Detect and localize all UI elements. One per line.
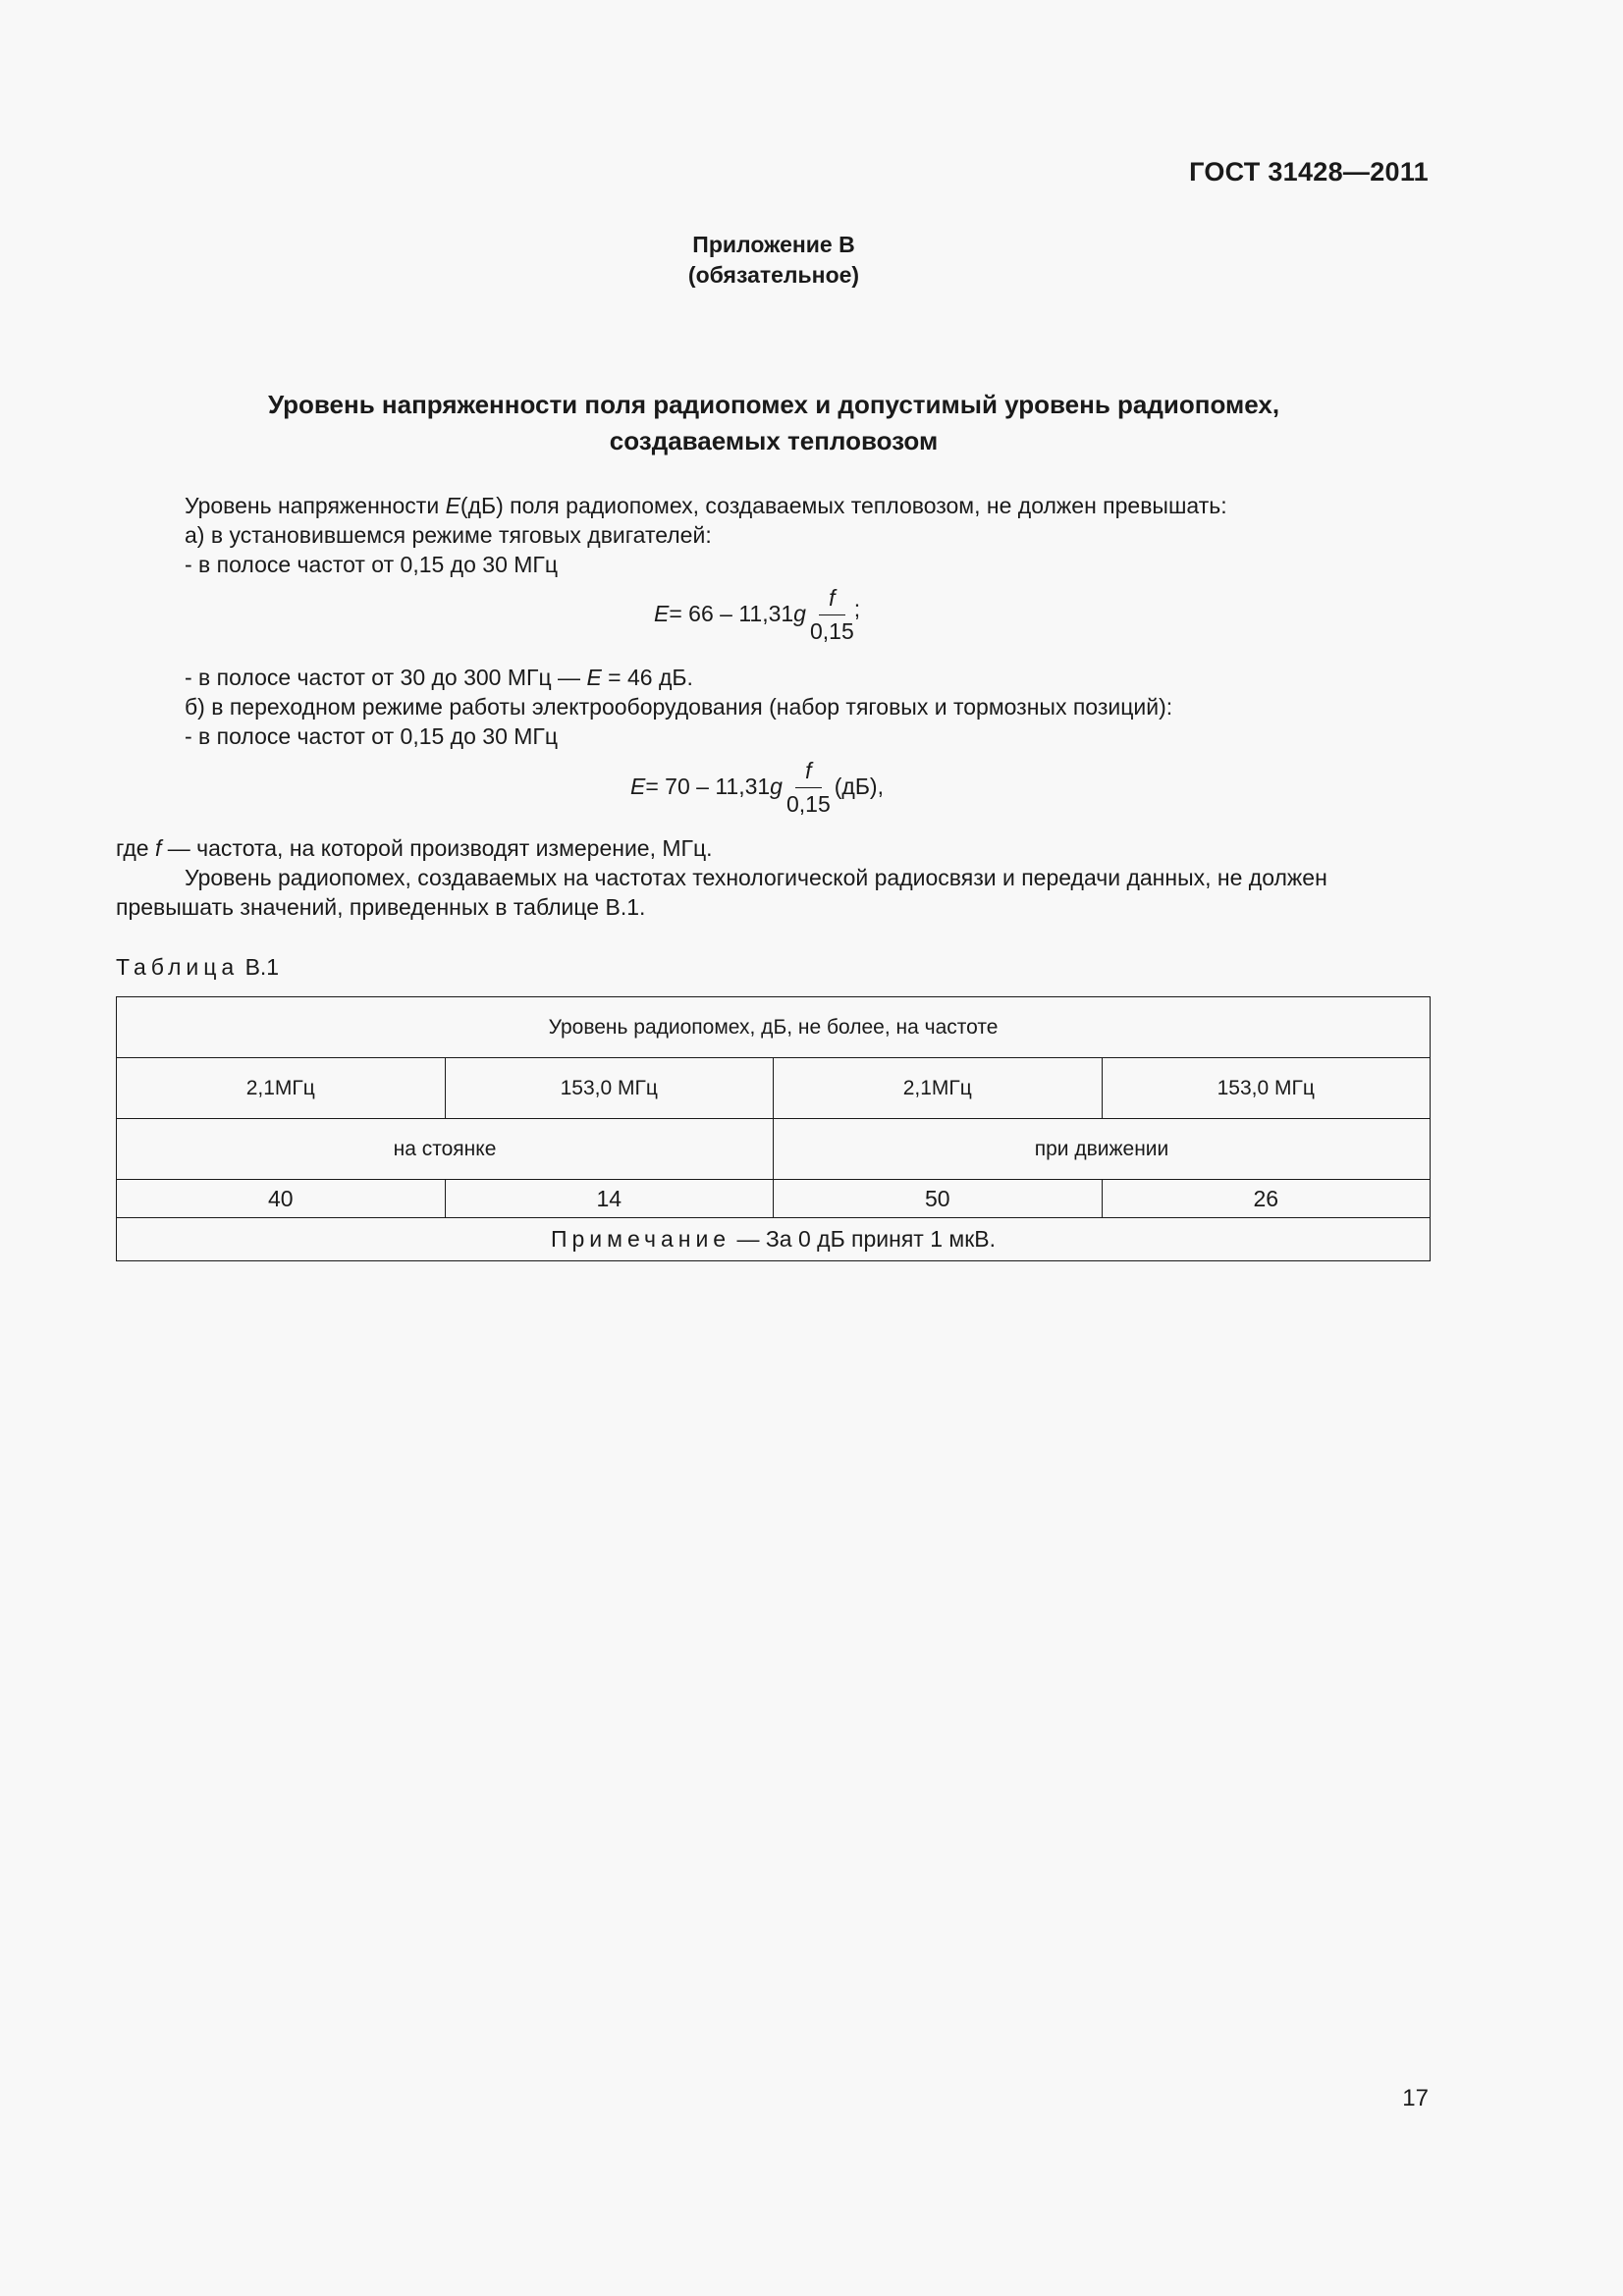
formula-1-g: g bbox=[793, 601, 806, 626]
formula-1 bbox=[654, 583, 860, 645]
frequency-cell: 2,1МГц bbox=[774, 1058, 1103, 1119]
where-clause bbox=[116, 835, 713, 862]
mode-cell-stationary: на стоянке bbox=[117, 1119, 774, 1180]
dash-item-2-variable: E bbox=[586, 665, 602, 690]
formula-2-g: g bbox=[770, 774, 783, 799]
dash-item-1: - в полосе частот от 0,15 до 30 МГц bbox=[185, 552, 559, 577]
table-row bbox=[117, 1119, 1431, 1180]
formula-2-fraction bbox=[786, 756, 831, 818]
intro-text-pre: Уровень напряженности bbox=[185, 493, 446, 518]
table-row bbox=[117, 997, 1431, 1058]
standard-number: ГОСТ 31428—2011 bbox=[1189, 157, 1429, 187]
frequency-cell: 153,0 МГц bbox=[1102, 1058, 1431, 1119]
page-number: 17 bbox=[1402, 2085, 1429, 2111]
value-cell: 14 bbox=[445, 1180, 774, 1218]
paragraph-2-line1: Уровень радиопомех, создаваемых на частотах технологической радиосвязи и передачи данных, не должен bbox=[185, 865, 1327, 890]
value-cell: 26 bbox=[1102, 1180, 1431, 1218]
value-cell: 50 bbox=[774, 1180, 1103, 1218]
table-caption bbox=[116, 954, 279, 981]
note-word: Примечание bbox=[550, 1226, 731, 1252]
table-row bbox=[117, 1058, 1431, 1119]
where-post: — частота, на которой производят измерение, МГц. bbox=[161, 835, 713, 861]
appendix-status: (обязательное) bbox=[687, 262, 860, 288]
radio-interference-table bbox=[116, 996, 1431, 1261]
formula-1-denominator: 0,15 bbox=[809, 618, 854, 644]
frequency-cell: 153,0 МГц bbox=[445, 1058, 774, 1119]
formula-1-tail: ; bbox=[853, 596, 861, 621]
formula-2-denominator: 0,15 bbox=[785, 791, 831, 817]
item-b: б) в переходном режиме работы электрооборудования (набор тяговых и тормозных позиций): bbox=[185, 694, 1173, 720]
table-row bbox=[117, 1218, 1431, 1261]
formula-2-lhs: E bbox=[630, 774, 646, 799]
table-note-cell bbox=[117, 1218, 1431, 1261]
dash-item-3: - в полосе частот от 0,15 до 30 МГц bbox=[185, 723, 559, 749]
where-variable: f bbox=[154, 835, 162, 861]
table-caption-word: Таблица bbox=[116, 954, 240, 980]
dash-item-2-post: = 46 дБ. bbox=[601, 665, 693, 690]
formula-1-fraction bbox=[810, 583, 854, 645]
table-row bbox=[117, 1180, 1431, 1218]
intro-variable: E bbox=[445, 493, 460, 518]
value-cell: 40 bbox=[117, 1180, 446, 1218]
table-header-cell: Уровень радиопомех, дБ, не более, на частоте bbox=[117, 997, 1431, 1058]
intro-paragraph bbox=[185, 493, 1227, 519]
formula-2-mid: = 70 – 11,31 bbox=[645, 774, 771, 799]
paragraph-2-line2: превышать значений, приведенных в таблице В.1. bbox=[116, 894, 646, 920]
dash-item-2 bbox=[185, 665, 693, 691]
formula-1-numerator: f bbox=[819, 583, 844, 615]
formula-1-mid: = 66 – 11,31 bbox=[669, 601, 794, 626]
section-title-line2: создаваемых тепловозом bbox=[609, 426, 939, 455]
formula-2 bbox=[630, 756, 884, 818]
note-text: — За 0 дБ принят 1 мкВ. bbox=[730, 1226, 997, 1252]
where-pre: где bbox=[116, 835, 155, 861]
intro-text-post: (дБ) поля радиопомех, создаваемых тепловозом, не должен превышать: bbox=[460, 493, 1227, 518]
section-title-line1: Уровень напряженности поля радиопомех и допустимый уровень радиопомех, bbox=[267, 390, 1280, 419]
formula-2-numerator: f bbox=[795, 756, 821, 788]
formula-1-lhs: E bbox=[654, 601, 670, 626]
table-caption-number: В.1 bbox=[239, 954, 280, 980]
mode-cell-moving: при движении bbox=[774, 1119, 1431, 1180]
dash-item-2-pre: - в полосе частот от 30 до 300 МГц — bbox=[185, 665, 587, 690]
appendix-title: Приложение В bbox=[692, 232, 855, 257]
formula-2-tail: (дБ), bbox=[834, 774, 884, 799]
frequency-cell: 2,1МГц bbox=[117, 1058, 446, 1119]
item-a: а) в установившемся режиме тяговых двигателей: bbox=[185, 522, 712, 548]
